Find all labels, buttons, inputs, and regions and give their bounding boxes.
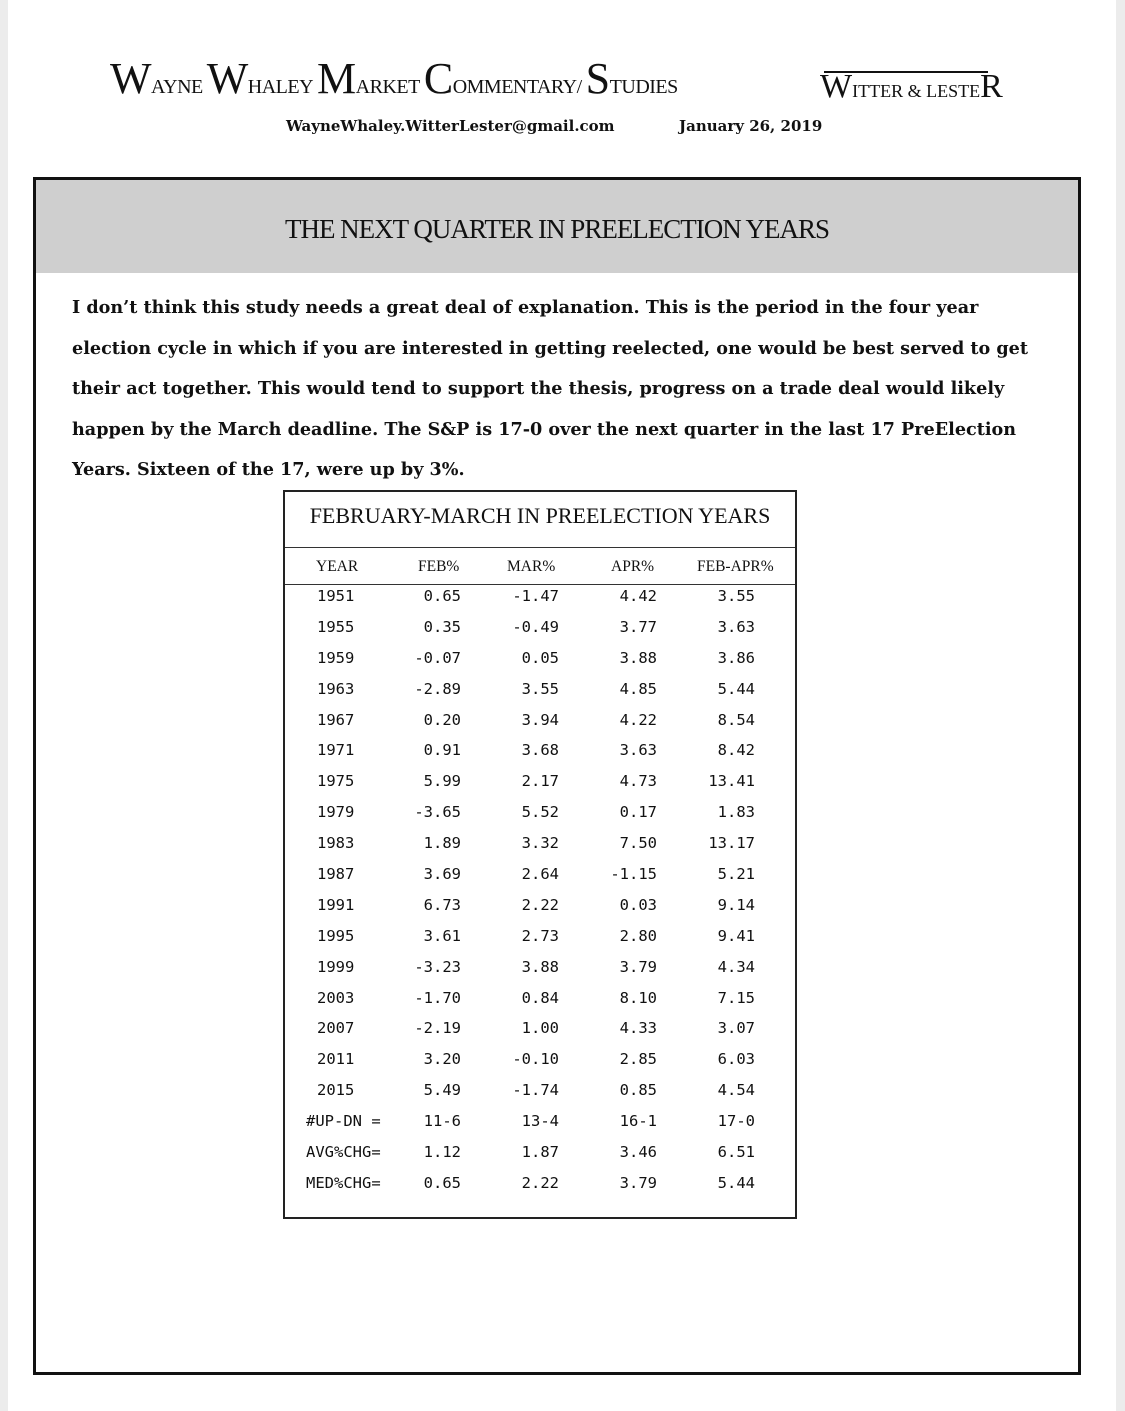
table-cell: 0.05 (521, 648, 559, 667)
table-cell: 4.33 (619, 1019, 657, 1038)
table-row (285, 772, 795, 803)
table-cell: -3.65 (414, 803, 461, 822)
table-cell: 13-4 (521, 1112, 559, 1131)
study-banner (36, 180, 1078, 273)
table-summary-row (285, 1174, 795, 1205)
table-cell: 7.50 (619, 834, 657, 853)
table-cell: 1967 (317, 710, 355, 729)
table-cell: 3.07 (717, 1019, 755, 1038)
table-cell: 17-0 (717, 1112, 755, 1131)
table-row (285, 711, 795, 742)
witter-lester-logo (820, 64, 1003, 105)
table-cell: 3.68 (521, 741, 559, 760)
table-cell: -0.49 (512, 617, 559, 636)
table-row (285, 896, 795, 927)
table-cell: -0.10 (512, 1050, 559, 1069)
title-word-rest: HALEY (247, 76, 314, 98)
table-cell: 1971 (317, 741, 355, 760)
table-row (285, 1050, 795, 1081)
table-cell: 8.54 (717, 710, 755, 729)
table-cell: 13.41 (708, 772, 755, 791)
table-cell: 1.83 (717, 803, 755, 822)
table-cell: 5.44 (717, 1173, 755, 1192)
contact-email[interactable]: WayneWhaley.WitterLester@gmail.com (286, 117, 615, 135)
table-cell: 1999 (317, 957, 355, 976)
table-cell: 6.73 (423, 895, 461, 914)
table-cell: 2.64 (521, 865, 559, 884)
table-row (285, 587, 795, 618)
title-word (585, 54, 678, 103)
table-cell: 0.17 (619, 803, 657, 822)
table-cell: 3.63 (717, 617, 755, 636)
table-cell: 1.89 (423, 834, 461, 853)
title-word-initial: S (585, 54, 610, 103)
table-cell: 8.42 (717, 741, 755, 760)
table-cell: 4.42 (619, 587, 657, 605)
column-header-mar: MAR% (507, 558, 556, 575)
table-cell: 2.73 (521, 926, 559, 945)
table-cell: MED%CHG= (306, 1173, 381, 1192)
logo-initial: W (820, 68, 853, 105)
table-header-divider (285, 584, 795, 585)
table-cell: 3.46 (619, 1143, 657, 1162)
table-cell: 3.32 (521, 834, 559, 853)
table-cell: 0.35 (423, 617, 461, 636)
table-title: FEBRUARY-MARCH IN PREELECTION YEARS (309, 503, 771, 528)
table-cell: 9.14 (717, 895, 755, 914)
study-commentary: I don’t think this study needs a great deal of explanation. This is the period in the four year election cycle in which if you are interested in getting reelected, one would be best served to get their act together. This would tend to support the thesis, progress on a trade deal would likely happen by the March deadline. The S&P is 17-0 over the next quarter in the last 17 PreElection Years. Sixteen of the 17, were up by 3%. (72, 297, 1028, 480)
logo-end: R (980, 68, 1003, 105)
table-cell: 4.22 (619, 710, 657, 729)
title-word (423, 54, 582, 103)
title-word-rest: OMMENTARY/ (452, 76, 582, 98)
table-cell: 6.51 (717, 1143, 755, 1162)
column-header-feb-apr: FEB-APR% (697, 558, 774, 575)
document-page (8, 0, 1116, 1411)
study-title: THE NEXT QUARTER IN PREELECTION YEARS (284, 214, 830, 244)
data-table (283, 490, 797, 1219)
table-cell: 2.17 (521, 772, 559, 791)
title-word-initial: M (317, 54, 356, 103)
table-cell: 0.84 (521, 988, 559, 1007)
table-cell: 3.69 (423, 865, 461, 884)
table-row (285, 834, 795, 865)
title-word-rest: ARKET (355, 76, 420, 98)
table-cell: 3.77 (619, 617, 657, 636)
table-cell: 3.88 (521, 957, 559, 976)
newsletter-title (110, 54, 682, 105)
table-cell: -1.70 (414, 988, 461, 1007)
table-divider (285, 547, 795, 548)
table-cell: 2011 (317, 1050, 355, 1069)
table-cell: 6.03 (717, 1050, 755, 1069)
table-summary-row (285, 1112, 795, 1143)
table-row (285, 649, 795, 680)
table-cell: 1959 (317, 648, 355, 667)
table-cell: 0.20 (423, 710, 461, 729)
table-cell: 3.79 (619, 1173, 657, 1192)
table-cell: 2.22 (521, 1173, 559, 1192)
table-cell: 5.52 (521, 803, 559, 822)
table-row (285, 927, 795, 958)
table-cell: 3.20 (423, 1050, 461, 1069)
table-cell: 2.22 (521, 895, 559, 914)
table-header-row (285, 558, 795, 578)
table-cell: 2007 (317, 1019, 355, 1038)
title-word (317, 54, 420, 103)
table-cell: 3.61 (423, 926, 461, 945)
table-cell: 1995 (317, 926, 355, 945)
table-cell: 1955 (317, 617, 355, 636)
publication-date: January 26, 2019 (679, 117, 823, 135)
table-cell: 13.17 (708, 834, 755, 853)
table-cell: 4.34 (717, 957, 755, 976)
table-cell: 8.10 (619, 988, 657, 1007)
table-cell: 0.03 (619, 895, 657, 914)
table-cell: 0.91 (423, 741, 461, 760)
table-cell: 3.94 (521, 710, 559, 729)
table-cell: -3.23 (414, 957, 461, 976)
table-cell: 2.85 (619, 1050, 657, 1069)
table-row (285, 865, 795, 896)
title-word-initial: W (110, 54, 152, 103)
table-cell: 1.12 (423, 1143, 461, 1162)
table-cell: 1979 (317, 803, 355, 822)
table-row (285, 680, 795, 711)
table-row (285, 958, 795, 989)
table-cell: 0.65 (423, 1173, 461, 1192)
table-cell: 9.41 (717, 926, 755, 945)
table-cell: -2.19 (414, 1019, 461, 1038)
table-cell: 1975 (317, 772, 355, 791)
table-summary-row (285, 1143, 795, 1174)
title-word (110, 54, 203, 103)
table-cell: 4.73 (619, 772, 657, 791)
table-cell: 16-1 (619, 1112, 657, 1131)
study-box (33, 177, 1081, 1375)
table-row (285, 1019, 795, 1050)
table-cell: 4.54 (717, 1081, 755, 1100)
table-cell: -0.07 (414, 648, 461, 667)
table-cell: 7.15 (717, 988, 755, 1007)
table-cell: 2.80 (619, 926, 657, 945)
logo-middle: ITTER & LESTE (852, 81, 981, 101)
column-header-apr: APR% (611, 558, 655, 575)
table-cell: 3.55 (521, 679, 559, 698)
table-row (285, 803, 795, 834)
column-header-year: YEAR (316, 558, 359, 575)
table-cell: 5.44 (717, 679, 755, 698)
title-word-initial: C (423, 54, 453, 103)
table-cell: 1987 (317, 865, 355, 884)
table-cell: 1.87 (521, 1143, 559, 1162)
table-cell: 1991 (317, 895, 355, 914)
column-header-feb: FEB% (418, 558, 460, 575)
table-cell: 3.79 (619, 957, 657, 976)
table-row (285, 618, 795, 649)
table-row (285, 989, 795, 1020)
title-word-rest: AYNE (151, 76, 203, 98)
table-row (285, 1081, 795, 1112)
table-cell: 5.99 (423, 772, 461, 791)
table-cell: -1.47 (512, 587, 559, 605)
table-cell: 2003 (317, 988, 355, 1007)
table-cell: -2.89 (414, 679, 461, 698)
table-cell: 1963 (317, 679, 355, 698)
table-cell: 0.85 (619, 1081, 657, 1100)
table-cell: 5.21 (717, 865, 755, 884)
table-cell: -1.74 (512, 1081, 559, 1100)
table-cell: 1983 (317, 834, 355, 853)
table-cell: 4.85 (619, 679, 657, 698)
title-word-initial: W (206, 54, 248, 103)
table-cell: 3.55 (717, 587, 755, 605)
table-cell: 0.65 (423, 587, 461, 605)
table-cell: 2015 (317, 1081, 355, 1100)
table-cell: 11-6 (423, 1112, 461, 1131)
table-body (285, 587, 795, 1205)
table-cell: 3.86 (717, 648, 755, 667)
title-word-rest: TUDIES (609, 76, 678, 98)
table-cell: 1.00 (521, 1019, 559, 1038)
table-cell: 3.88 (619, 648, 657, 667)
table-cell: #UP-DN = (306, 1112, 381, 1131)
table-cell: -1.15 (610, 865, 657, 884)
table-row (285, 741, 795, 772)
table-cell: 3.63 (619, 741, 657, 760)
table-cell: AVG%CHG= (306, 1143, 381, 1162)
table-cell: 1951 (317, 587, 355, 605)
table-cell: 5.49 (423, 1081, 461, 1100)
title-word (206, 54, 314, 103)
